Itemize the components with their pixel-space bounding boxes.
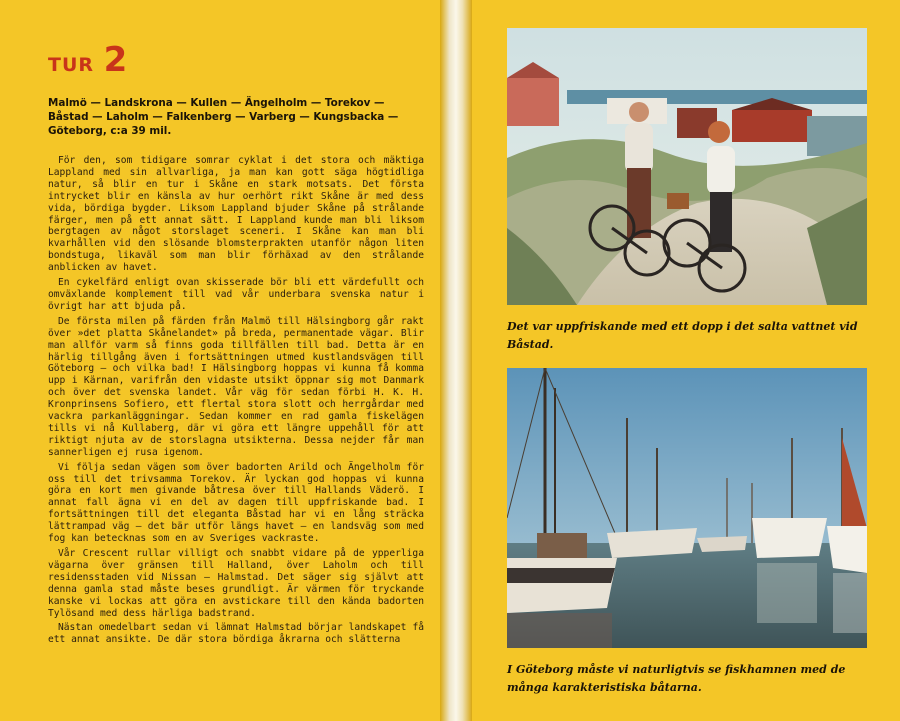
tour-word: TUR — [48, 54, 95, 76]
route-list: Malmö — Landskrona — Kullen — Ängelholm — Torekov — Båstad — Laholm — Falkenberg — Varberg — Kungsbacka — Göteborg, c:a 39 mil. — [48, 97, 399, 137]
page-gutter — [440, 0, 472, 721]
tour-number: 2 — [103, 40, 128, 80]
photo-cyclists-bastad — [507, 28, 867, 305]
photo-fishing-harbour — [507, 368, 867, 648]
paragraph: Vår Crescent rullar villigt och snabbt vidare på de ypperliga vägarna över gränsen till Halland, över Laholm och till residensstaden vid Nissan — Halmstad. Det säger sig självt att denna gamla stad måste beses grundligt. Är värmen för tryckande kanske vi lockas att göra en avstickare till den kända badorten Tylösand med dess härliga badstrand. — [48, 548, 424, 619]
tour-heading — [48, 40, 127, 80]
paragraph: För den, som tidigare somrar cyklat i det stora och mäktiga Lappland med sin allvarliga, ja man kan gott säga högtidliga natur, så blir en tur i Skåne en stark motsats. Det första intrycket blir en känsla av hur oerhört rikt Skåne är med dess vida, bördiga bygder. Liksom Lappland bjuder Skåne på strålande färger, men på ett annat sätt. I Lappland kunde man bli liksom bergtagen av något storslaget sceneri. I Skåne kan man bli kvarhållen vid den slösande blomsterprakten utanför någon liten bondstuga, likaväl som man blir förhäxad av den strålande anblicken av havet. — [48, 155, 424, 274]
paragraph: De första milen på färden från Malmö till Hälsingborg går rakt över »det platta Skånelandet» på breda, permanentade vägar. Blir man allför varm så finns goda tillfällen till bad. Detta är en härlig tillgång även i fortsättningen utmed kustlandsvägen till Göteborg — och vilka bad! I Hälsingborg hoppas vi kunna få komma upp i Kärnan, varifrån den vidaste utsikt öppnar sig mot Danmark och över det svenska landet. Vår väg för sedan förbi H. K. H. Kronprinsens Sofiero, ett flertal stora slott och herrgårdar med vackra parkanläggningar. Sedan kommer en rad gamla fiskelägen tills vi nå Kullaberg, där vi göra ett längre uppehåll för att riktigt njuta av de storslagna utsikterna. Dessa nejder får man sannerligen ej rusa igenom. — [48, 315, 424, 458]
caption-top: Det var uppfriskande med ett dopp i det salta vattnet vid Båstad. — [507, 320, 858, 351]
paragraph: Vi följa sedan vägen som över badorten Arild och Ängelholm för oss till det trivsamma Torekov. Är lyckan god hoppas vi kunna göra en kort men givande båtresa över till Hallands Väderö. I annat fall ägna vi en del av dagen till uppfriskande bad. I fortsättningen till det eleganta Båstad har vi en lång sträcka lättrampad väg — det bär utför längs havet — en landsväg som med fog kan betecknas som en av Sveriges vackraste. — [48, 461, 424, 545]
body-text — [48, 155, 424, 649]
caption-bottom: I Göteborg måste vi naturligtvis se fiskhamnen med de många karakteristiska båtarna. — [507, 663, 846, 694]
paragraph: Nästan omedelbart sedan vi lämnat Halmstad börjar landskapet få ett annat ansikte. De där stora bördiga åkrarna och slätterna — [48, 622, 424, 646]
paragraph: En cykelfärd enligt ovan skisserade bör bli ett värdefullt och omväxlande komplement till vad vår underbara svenska natur i övrigt har att bjuda på. — [48, 277, 424, 312]
